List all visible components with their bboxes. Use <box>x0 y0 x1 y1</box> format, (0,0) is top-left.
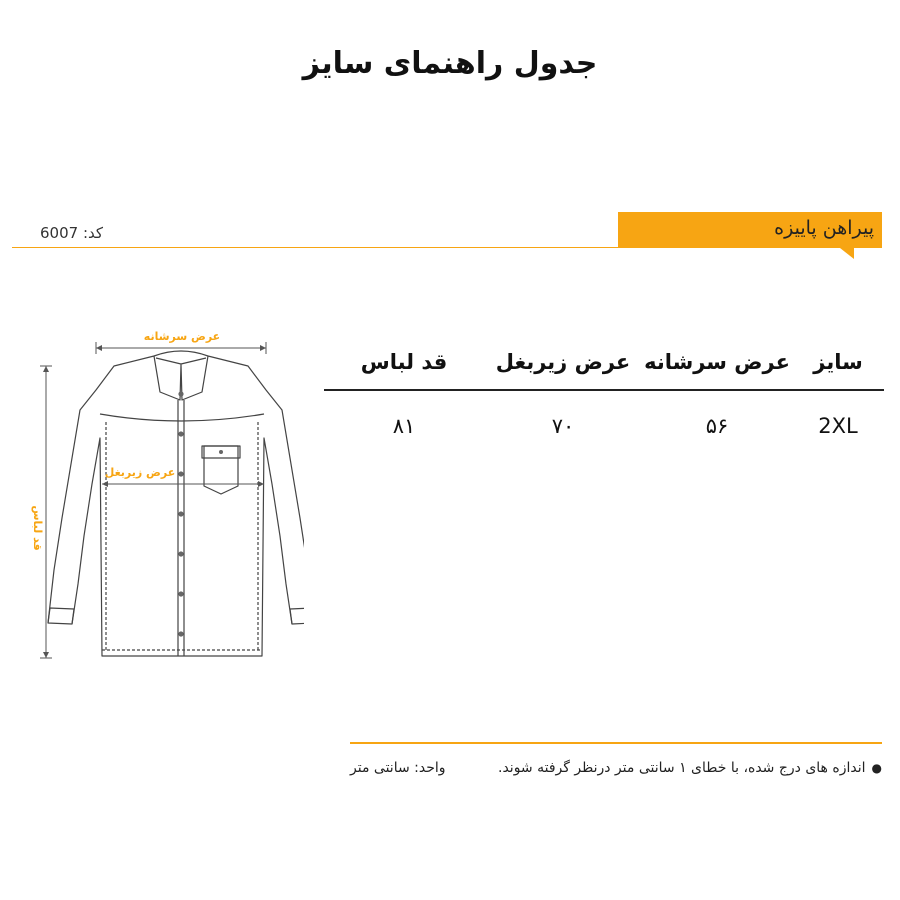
banner-tail <box>840 248 854 259</box>
table-header-row <box>324 334 884 390</box>
header-size: سایز <box>792 334 884 390</box>
header-chest: عرض زیربغل <box>484 334 642 390</box>
cell-shoulder: ۵۶ <box>705 414 729 438</box>
product-banner <box>618 212 882 248</box>
header-shoulder: عرض سرشانه <box>642 334 792 390</box>
footer-divider <box>350 742 882 744</box>
header-divider <box>12 247 632 248</box>
page-title: جدول راهنمای سایز <box>302 46 598 81</box>
table-row <box>324 390 884 461</box>
button <box>178 631 183 636</box>
button <box>178 551 183 556</box>
button <box>178 431 183 436</box>
product-name: پیراهن پاییزه <box>774 217 874 239</box>
product-code-label: کد: <box>82 224 104 242</box>
shoulder-label: عرض سرشانه <box>143 330 221 343</box>
bullet-icon: ● <box>871 761 882 775</box>
button <box>178 591 183 596</box>
button <box>178 511 183 516</box>
button <box>219 450 223 454</box>
note-text: اندازه های درج شده، با خطای ۱ سانتی متر درنظر گرفته شوند. <box>498 760 866 776</box>
cell-chest: ۷۰ <box>551 414 575 438</box>
shirt-body <box>48 356 304 656</box>
shirt-diagram <box>14 318 304 668</box>
unit-text: واحد: سانتی متر <box>350 760 446 776</box>
header-length: قد لباس <box>324 334 484 390</box>
measurement-note <box>498 760 882 776</box>
product-code-value: 6007 <box>40 224 79 242</box>
size-table <box>324 334 884 461</box>
cell-length: ۸۱ <box>392 414 416 438</box>
length-label: قد لباس <box>31 505 44 551</box>
product-code <box>40 224 103 242</box>
cell-size: 2XL <box>818 414 858 438</box>
chest-label: عرض زیربغل <box>104 466 176 479</box>
button <box>178 471 183 476</box>
button <box>178 391 183 396</box>
